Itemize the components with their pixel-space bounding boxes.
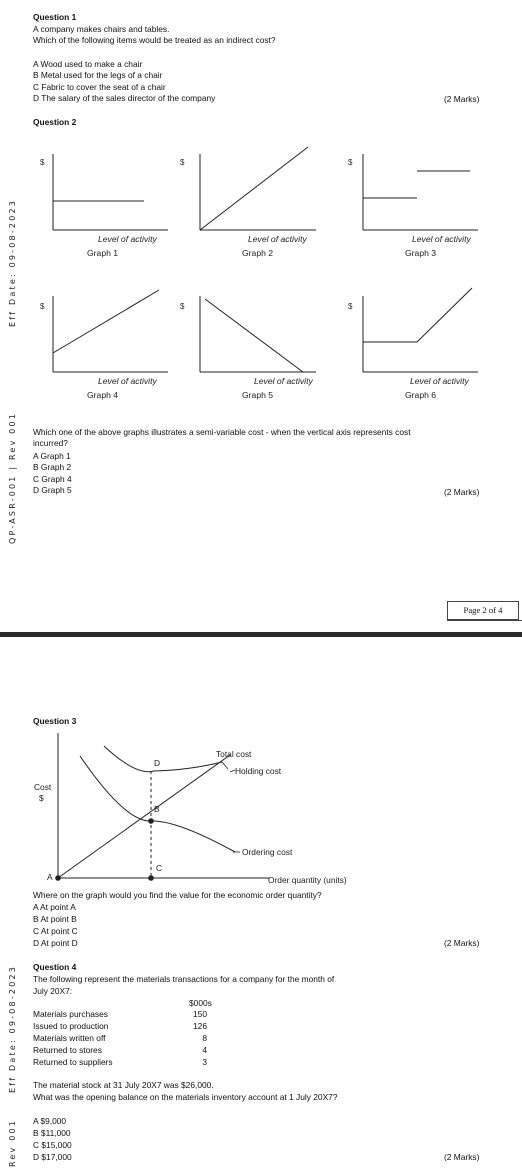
- graph-4-name: Graph 4: [87, 390, 119, 400]
- graph-6-dollar: $: [348, 302, 353, 311]
- q2-title: Question 2: [33, 117, 77, 127]
- q4-title: Question 4: [33, 962, 77, 972]
- q3-title: Question 3: [33, 716, 77, 726]
- side-stamp-ref: QP-ASR-001 | Rev 001: [8, 411, 17, 544]
- page-break-bar: [0, 632, 522, 637]
- eoq-holding-cost-label: Holding cost: [235, 766, 282, 776]
- graph-4-dollar: $: [40, 302, 45, 311]
- graph-6-name: Graph 6: [405, 390, 437, 400]
- table-row-label: Materials written off: [33, 1033, 106, 1043]
- eoq-graph: [30, 718, 370, 888]
- table-row-label: Returned to stores: [33, 1045, 102, 1055]
- graph-1-dollar: $: [40, 158, 45, 167]
- eoq-y-label-cost: Cost: [34, 782, 52, 792]
- q3-option-a: A At point A: [33, 902, 76, 912]
- table-row: [33, 1009, 223, 1020]
- table-row-label: Issued to production: [33, 1021, 109, 1031]
- graph-3-dollar: $: [348, 158, 353, 167]
- page-number-box: [447, 601, 519, 620]
- table-row-value: 4: [202, 1045, 207, 1055]
- q1-option-b: B Metal used for the legs of a chair: [33, 70, 163, 80]
- graph-3: [348, 150, 498, 260]
- table-row: [33, 1033, 223, 1044]
- q1-line2: Which of the following items would be treated as an indirect cost?: [33, 35, 276, 45]
- q4-marks: (2 Marks): [444, 1152, 480, 1162]
- q3-option-c: C At point C: [33, 926, 78, 936]
- page-number-underline: [447, 620, 522, 621]
- eoq-x-label: Order quantity (units): [268, 875, 347, 885]
- page-number-label: Page 2 of 4: [463, 605, 503, 616]
- q4-option-b: B $11,000: [33, 1128, 71, 1138]
- graph-4-xlabel: Level of activity: [98, 376, 157, 386]
- eoq-point-a: A: [47, 872, 53, 882]
- table-row-label: Returned to suppliers: [33, 1057, 113, 1067]
- q1-marks: (2 Marks): [444, 94, 480, 104]
- table-row-label: Materials purchases: [33, 1009, 108, 1019]
- q4-line2: July 20X7:: [33, 986, 73, 996]
- q4-option-c: C $15,000: [33, 1140, 72, 1150]
- table-row-value: 126: [193, 1021, 207, 1031]
- graph-2: [180, 150, 330, 260]
- q2-option-c: C Graph 4: [33, 474, 72, 484]
- graph-2-name: Graph 2: [242, 248, 274, 258]
- graph-1-name: Graph 1: [87, 248, 119, 258]
- graph-5: [180, 292, 330, 407]
- eoq-plot: [30, 718, 370, 888]
- q2-question-line1: Which one of the above graphs illustrates a semi-variable cost - when the vertical axis represents cost: [33, 427, 411, 437]
- q3-question: Where on the graph would you find the value for the economic order quantity?: [33, 890, 322, 900]
- q2-marks: (2 Marks): [444, 487, 480, 497]
- graph-5-name: Graph 5: [242, 390, 274, 400]
- q3-option-b: B At point B: [33, 914, 77, 924]
- table-row: [33, 1045, 223, 1056]
- q3-marks: (2 Marks): [444, 938, 480, 948]
- graph-5-xlabel: Level of activity: [254, 376, 313, 386]
- table-row: [33, 1021, 223, 1032]
- eoq-point-c: C: [156, 863, 163, 873]
- q2-option-b: B Graph 2: [33, 462, 72, 472]
- q1-option-d: D The salary of the sales director of the company: [33, 93, 216, 103]
- graph-6-xlabel: Level of activity: [410, 376, 469, 386]
- eoq-y-label-dollar: $: [39, 793, 44, 803]
- q4-closing-line1: The material stock at 31 July 20X7 was $26,000.: [33, 1080, 214, 1090]
- table-row-value: 3: [202, 1057, 207, 1067]
- q4-option-d: D $17,000: [33, 1152, 72, 1162]
- graph-4: [40, 292, 180, 407]
- q3-option-d: D At point D: [33, 938, 78, 948]
- graph-3-name: Graph 3: [405, 248, 437, 258]
- table-row-value: 8: [202, 1033, 207, 1043]
- graph-3-xlabel: Level of activity: [412, 234, 471, 244]
- graph-2-dollar: $: [180, 158, 185, 167]
- q4-line1: The following represent the materials transactions for a company for the month of: [33, 974, 335, 984]
- eoq-total-cost-label: Total cost: [216, 749, 252, 759]
- q2-option-a: A Graph 1: [33, 451, 71, 461]
- eoq-point-d: D: [154, 758, 161, 768]
- q2-question-line2: incurred?: [33, 438, 68, 448]
- table-row-value: 150: [193, 1009, 207, 1019]
- q4-unit-header: $000s: [189, 998, 212, 1008]
- eoq-ordering-cost-label: Ordering cost: [242, 847, 293, 857]
- side-stamp-date-p3: Eff Date: 09-08-2023: [8, 964, 17, 1093]
- q4-option-a: A $9,000: [33, 1116, 67, 1126]
- q2-option-d: D Graph 5: [33, 485, 72, 495]
- q4-closing-line2: What was the opening balance on the materials inventory account at 1 July 20X7?: [33, 1092, 338, 1102]
- q1-option-c: C Fabric to cover the seat of a chair: [33, 82, 166, 92]
- graph-1: [40, 150, 180, 260]
- eoq-point-b: B: [154, 804, 160, 814]
- q1-line1: A company makes chairs and tables.: [33, 24, 170, 34]
- graph-2-xlabel: Level of activity: [248, 234, 307, 244]
- graph-6: [348, 292, 498, 407]
- graph-1-xlabel: Level of activity: [98, 234, 157, 244]
- table-row: [33, 1057, 223, 1068]
- side-stamp-ref-p3: Rev 001: [8, 1118, 17, 1167]
- side-stamp-date: Eff Date: 09-08-2023: [8, 198, 17, 327]
- graph-5-dollar: $: [180, 302, 185, 311]
- q1-option-a: A Wood used to make a chair: [33, 59, 143, 69]
- q1-title: Question 1: [33, 12, 77, 22]
